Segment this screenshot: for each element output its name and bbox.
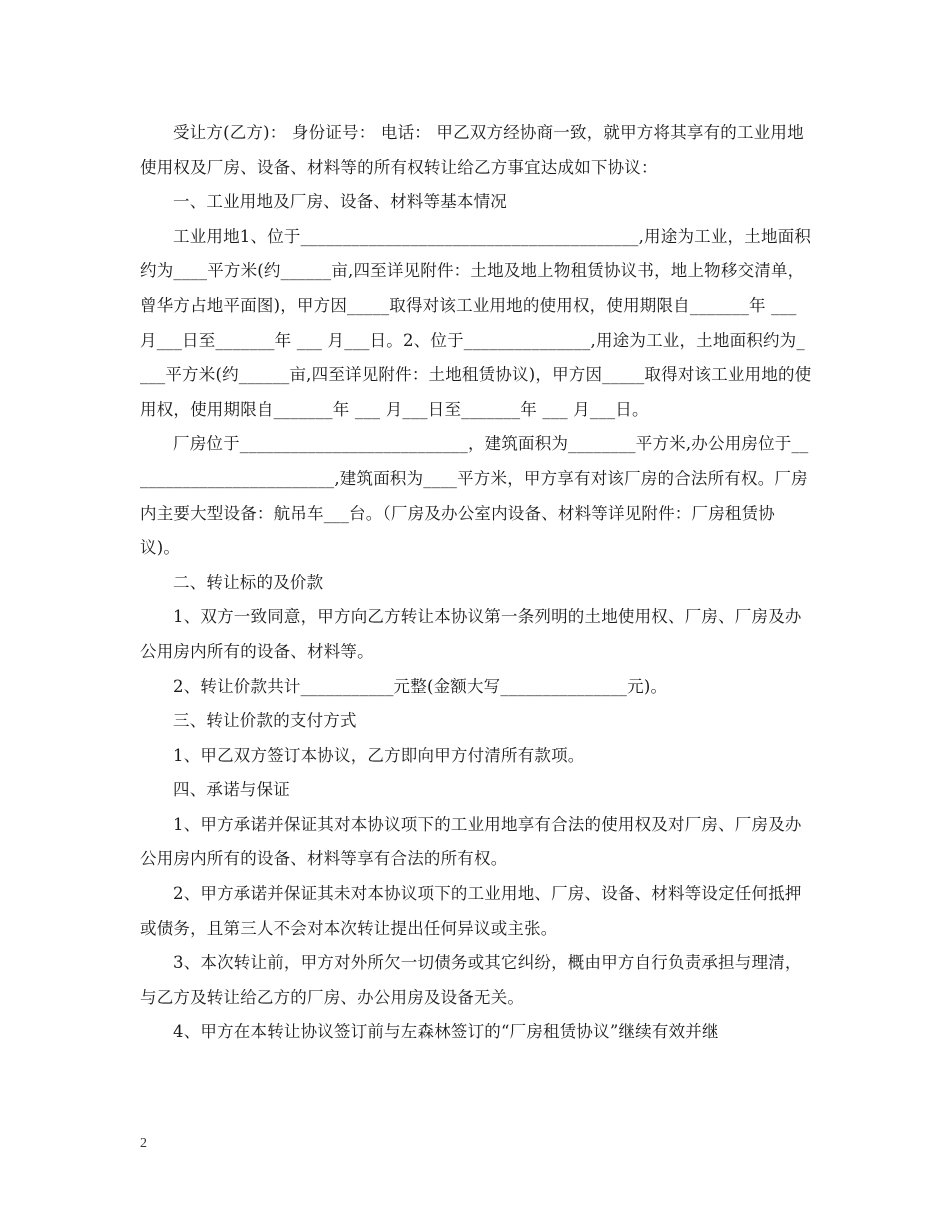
document-body [140, 116, 812, 1050]
paragraph-transfer-price: 2、转让价款共计___________元整(金额大写_______________元)。 [173, 676, 668, 696]
paragraph-payment: 1、甲乙双方签订本协议，乙方即向甲方付清所有款项。 [173, 745, 585, 765]
paragraph-transfer-scope: 1、双方一致同意，甲方向乙方转让本协议第一条列明的土地使用权、厂房、厂房及办公用房内所有的设备、材料等。 [140, 607, 802, 661]
page-number: 2 [140, 1136, 147, 1151]
paragraph-warranty-3: 3、本次转让前，甲方对外所欠一切债务或其它纠纷，概由甲方自行负责承担与理清，与乙方及转让给乙方的厂房、办公用房及设备无关。 [140, 953, 802, 1007]
section-heading-transfer-price: 二、转让标的及价款 [173, 572, 324, 592]
paragraph-warranty-1: 1、甲方承诺并保证其对本协议项下的工业用地享有合法的使用权及对厂房、厂房及办公用房内所有的设备、材料等享有合法的所有权。 [140, 814, 802, 869]
paragraph-warranty-2: 2、甲方承诺并保证其未对本协议项下的工业用地、厂房、设备、材料等设定任何抵押或债务，且第三人不会对本次转让提出任何异议或主张。 [140, 884, 802, 938]
paragraph-factory: 厂房位于___________________________，建筑面积为________平方米,办公用房位于_________________________,建筑面积为____平方米，甲方享有对该厂房的合法所有权。厂房内主要大型设备：航吊车___台。（厂房及办公室内设备、材料等详见附件：厂房租赁协议)。 [140, 434, 809, 558]
paragraph-land: 工业用地1、位于________________________________________,用途为工业，土地面积约为____平方米(约______亩,四至详见附件：土地及地上物租赁协议书，地上物移交清单，曾华方占地平面图)，甲方因_____取得对该工业用地的使用权，使用期限自_______年 ___ 月___日至_______年 ___ 月___日。2、位于_______________,用途为工业，土地面积约为____平方米(约______亩,四至详见附件：土地租赁协议)，甲方因_____取得对该工业用地的使用权，使用期限自_______年 ___ 月___日至_______年 ___ 月___日。 [140, 226, 812, 419]
paragraph-warranty-4: 4、甲方在本转让协议签订前与左森林签订的“厂房租赁协议”继续有效并继 [173, 1022, 719, 1042]
paragraph-parties: 受让方(乙方)： 身份证号： 电话： 甲乙双方经协商一致，就甲方将其享有的工业用地使用权及厂房、设备、材料等的所有权转让给乙方事宜达成如下协议： [140, 123, 804, 177]
section-heading-basic-info: 一、工业用地及厂房、设备、材料等基本情况 [173, 192, 507, 212]
section-heading-warranty: 四、承诺与保证 [173, 780, 290, 800]
section-heading-payment: 三、转让价款的支付方式 [173, 711, 357, 731]
